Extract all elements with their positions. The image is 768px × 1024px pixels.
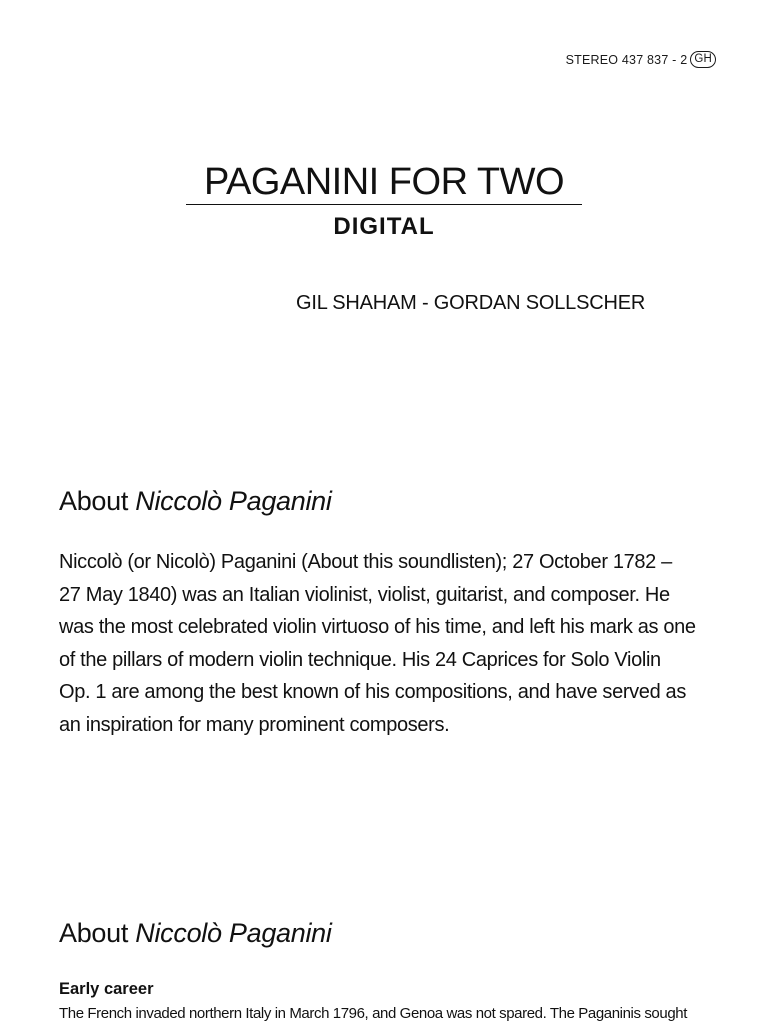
section-heading [59, 918, 332, 949]
section-heading-prefix: About [59, 918, 136, 948]
paragraph-line: Niccolò (or Nicolò) Paganini (About this soundlisten); 27 October 1782 – [59, 551, 672, 573]
section-heading-name: Niccolò Paganini [135, 918, 332, 948]
section-heading-name: Niccolò Paganini [135, 486, 332, 516]
paragraph-line: was the most celebrated violin virtuoso of his time, and left his mark as one [59, 616, 696, 639]
album-title: PAGANINI FOR TWO [186, 160, 582, 205]
paragraph-line: Op. 1 are among the best known of his compositions, and have served as [59, 681, 686, 704]
catalog-number [566, 51, 716, 68]
album-format: DIGITAL [333, 213, 435, 240]
early-career-paragraph: The French invaded northern Italy in March 1796, and Genoa was not spared. The Paganinis sought [59, 1005, 687, 1022]
catalog-text: STEREO 437 837 - 2 [565, 52, 688, 67]
paragraph-line: an inspiration for many prominent composers. [59, 713, 450, 736]
biography-paragraph [59, 546, 744, 742]
album-performers: GIL SHAHAM - GORDAN SOLLSCHER [296, 292, 646, 314]
section-heading-prefix: About [59, 486, 136, 516]
section-heading [59, 486, 332, 517]
early-career-heading: Early career [59, 980, 154, 998]
label-badge: GH [690, 51, 716, 68]
paragraph-line: 27 May 1840) was an Italian violinist, violist, guitarist, and composer. He [59, 583, 670, 606]
paragraph-line: of the pillars of modern violin technique. His 24 Caprices for Solo Violin [59, 648, 661, 671]
